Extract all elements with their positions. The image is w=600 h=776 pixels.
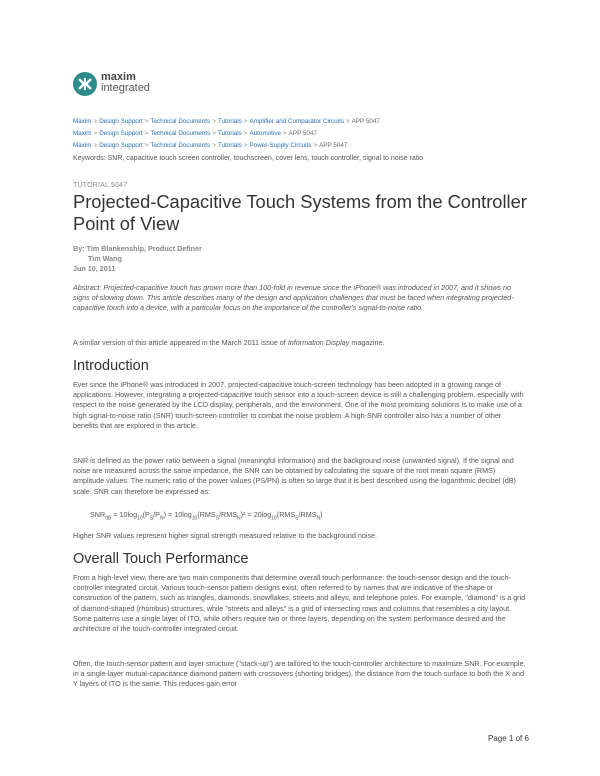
author-secondary: Tim Wang (88, 254, 122, 263)
abstract: Abstract: Projected-capacitive touch has grown more than 100-fold in revenue since the iPhone® was introduced in 2007, and it shows no signs of slowing down. This article describes many of the design and application challenges that must be faced when integrating projected-capacitive touch into a device, with a particular focus on the importance of the controller's signal-to-noise ratio. (73, 283, 514, 312)
breadcrumb-link[interactable]: Design Support (99, 142, 143, 149)
breadcrumb-separator: > (212, 130, 216, 137)
publish-date: Jun 10, 2011 (73, 264, 116, 273)
breadcrumb-link[interactable]: Tutorials (217, 118, 242, 125)
publication-note: A similar version of this article appeared in the March 2011 issue of Information Display magazine. (73, 338, 385, 347)
breadcrumb-separator: > (93, 118, 98, 125)
heading-overall-touch-performance: Overall Touch Performance (73, 551, 249, 567)
intro-paragraph-1: Ever since the iPhone® was introduced in 2007, projected-capacitive touch-screen technology has been adopted in a growing range of applications. However, integrating a projected-capacitive touch sensor into a touch-screen device is still a challenging problem, especially with respect to the noise generated by the LCD display, peripherals, and the environment. One of the most promising solutions is to make use of a high signal-to-noise ratio (SNR) touch-screen controller to combat the noise problem. A high-SNR controller also has a number of other benefits that are explored in this article. (73, 380, 524, 430)
breadcrumb-separator: > (93, 130, 98, 137)
breadcrumb-row (73, 140, 533, 152)
breadcrumb-row (73, 128, 533, 140)
breadcrumb-current: APP 5047 (288, 130, 317, 137)
heading-introduction: Introduction (73, 358, 149, 374)
author-primary: By: Tim Blankenship, Product Definer (73, 244, 202, 253)
snr-formula: $SNR_{dB} = 10\log_{10}(P_S/P_N) = 10\log_{10}(RMS_S/RMS_N)^2 = 20\log_{10}(RMS_S/RMS_N)$ (90, 510, 323, 522)
breadcrumb-separator: > (243, 130, 248, 137)
breadcrumb-link[interactable]: Design Support (99, 130, 143, 137)
breadcrumb-link[interactable]: Automotive (249, 130, 281, 137)
logo-wordmark: maxim integrated (101, 71, 150, 94)
breadcrumb-link[interactable]: Technical Documents (150, 130, 211, 137)
breadcrumb-separator: > (212, 142, 216, 149)
breadcrumb-current: APP 5047 (351, 118, 380, 125)
breadcrumb-separator: > (243, 142, 248, 149)
tutorial-label: TUTORIAL 5047 (73, 182, 128, 189)
breadcrumb-separator: > (345, 118, 350, 125)
breadcrumb-separator: > (243, 118, 248, 125)
breadcrumb-link[interactable]: Design Support (99, 118, 143, 125)
breadcrumb-link[interactable]: Amplifier and Comparator Circuits (249, 118, 344, 125)
breadcrumb-link[interactable]: Maxim (73, 142, 92, 149)
breadcrumb-separator: > (93, 142, 98, 149)
breadcrumb-separator: > (144, 142, 149, 149)
maxim-logo-icon (73, 72, 97, 96)
breadcrumb-link[interactable]: Tutorials (217, 142, 242, 149)
breadcrumb-link[interactable]: Maxim (73, 130, 92, 137)
page-title: Projected-Capacitive Touch Systems from the Controller Point of View (73, 191, 527, 234)
keywords: Keywords: SNR, capacitive touch screen controller, touchscreen, cover lens, touch controller, signal to noise ratio (73, 155, 424, 162)
intro-paragraph-3: Higher SNR values represent higher signal strength measured relative to the background noise. (73, 531, 378, 540)
breadcrumb-current: APP 5047 (319, 142, 348, 149)
intro-paragraph-2: SNR is defined as the power ratio between a signal (meaningful information) and the background noise (unwanted signal). If the signal and noise are measured across the same impedance, the SNR can be obtained by calculating the square of the root mean square (RMS) amplitude values. The numeric ratio of the power values (PS/PN) is often so large that it is best described using the logarithmic decibel (dB) scale. SNR can therefore be expressed as: (73, 456, 516, 496)
breadcrumb-separator: > (282, 130, 287, 137)
breadcrumb-link[interactable]: Technical Documents (150, 142, 211, 149)
breadcrumb-link[interactable]: Tutorials (217, 130, 242, 137)
overall-paragraph-2: Often, the touch-sensor pattern and layer structure ("stack-up") are tailored to the touch-controller architecture to maximize SNR. For example, in a single-layer mutual-capacitance diamond pattern with crossovers (shorting bridges), the distance from the touch surface to both the X and Y layers of ITO is the same. This reduces gain error (73, 659, 526, 689)
breadcrumb-separator: > (212, 118, 216, 125)
overall-paragraph-1: From a high-level view, there are two main components that determine overall touch performance: the touch-sensor design and the touch-controller integrated circuit. Various touch-sensor pattern designs exist, often referred to by names that are indicative of the shape or construction of the pattern, such as triangles, diamonds, snowflakes, streets and alleys, and telephone poles. For example, "diamond" is a grid of diamond-shaped (rhombus) structures, while "streets and alleys" is a grid of intersecting rows and columns that resembles a city layout. Some patterns use a single layer of ITO, while others require two or three layers, depending on the system performance desired and the architecture of the touch-controller integrated circuit. (73, 573, 526, 634)
page-number: Page 1 of 6 (488, 734, 529, 743)
breadcrumb-separator: > (144, 118, 149, 125)
breadcrumb-row (73, 116, 533, 128)
breadcrumb (73, 116, 533, 152)
breadcrumb-separator: > (313, 142, 318, 149)
maxim-logo[interactable] (73, 72, 193, 102)
breadcrumb-separator: > (144, 130, 149, 137)
breadcrumb-link[interactable]: Maxim (73, 118, 92, 125)
breadcrumb-link[interactable]: Technical Documents (150, 118, 211, 125)
magazine-name: Information Display (287, 338, 350, 347)
article-meta (73, 244, 202, 274)
breadcrumb-link[interactable]: Power-Supply Circuits (249, 142, 312, 149)
